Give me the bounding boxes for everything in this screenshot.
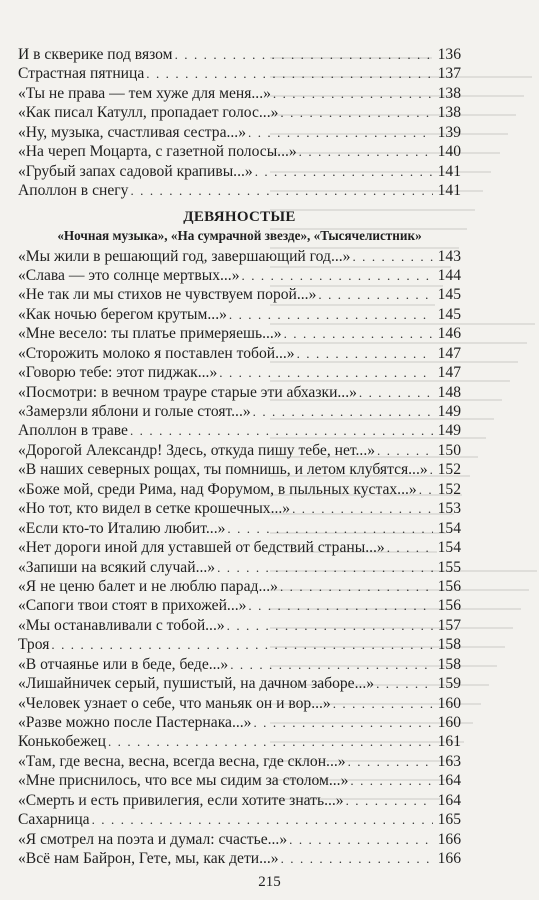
toc-entry [18,266,461,285]
page-number: 215 [258,874,281,890]
dot-leader [229,305,433,324]
section-heading: ДЕВЯНОСТЫЕ [183,208,296,225]
toc-entry-title: И в скверике под вязом [18,46,173,63]
dot-leader [289,830,433,849]
dot-leader [377,441,433,460]
toc-entry [18,616,461,635]
toc-entry [18,441,461,460]
toc-entry-title: «Если кто-то Италию любит...» [18,519,226,537]
toc-entry-title: «Как писал Катулл, пропадает голос...» [18,104,279,122]
toc-entry-page: 147 [437,364,461,382]
toc-entry [18,694,461,713]
toc-entry [18,142,461,161]
table-of-contents [18,45,461,869]
toc-entry-title: «Разве можно после Пастернака...» [18,714,252,731]
dot-leader [146,64,433,83]
toc-entry [18,103,461,122]
dot-leader [292,499,433,518]
toc-entry-page: 149 [437,403,461,420]
toc-entry [18,247,461,266]
toc-entry-title: «Грубый запах садовой крапивы...» [18,162,253,180]
toc-entry-title: «Мне весело: ты платье примеряешь...» [18,325,282,343]
dot-leader [253,402,433,421]
toc-entry-page: 159 [437,675,461,693]
dot-leader [51,635,433,654]
toc-entry [18,181,461,200]
toc-entry-title: «Человек узнает о себе, что маньяк он и вор...» [18,694,331,712]
toc-entry-title: «Всё нам Байрон, Гете, мы, как дети...» [18,850,279,868]
toc-entry-title: Сахарница [18,811,90,829]
dot-leader [217,558,433,577]
toc-entry-page: 152 [437,461,461,479]
toc-entry-page: 154 [437,539,461,557]
toc-entry [18,635,461,654]
dot-leader [280,577,433,596]
toc-entry-title: Троя [18,636,50,654]
toc-entry [18,830,461,849]
toc-entry [18,324,461,343]
toc-entry [18,123,461,142]
dot-leader [130,421,433,440]
toc-entry-title: Конькобежец [18,733,106,751]
toc-entry-title: «В отчаянье или в беде, беде...» [18,655,229,673]
dot-leader [175,45,433,64]
dot-leader [352,247,433,266]
toc-entry-page: 146 [437,325,461,343]
dot-leader [376,674,433,693]
toc-entry-title: «На череп Моцарта, с газетной полосы...» [18,143,297,161]
toc-entry-title: «Ты не права — тем хуже для меня...» [18,84,271,102]
dot-leader [299,142,433,161]
toc-entry [18,674,461,693]
toc-entry [18,64,461,83]
toc-entry-title: Аполлон в снегу [18,182,129,200]
section-subheading: «Ночная музыка», «На сумрачной звезде», «Тысячелистник» [57,227,422,243]
toc-entry [18,480,461,499]
dot-leader [419,480,433,499]
toc-entry-page: 149 [437,422,461,440]
toc-entry-title: «В наших северных рощах, ты помнишь, и летом клубятся...» [18,461,428,479]
toc-entry-page: 160 [437,694,461,712]
toc-entry-title: «Замерзли яблони и голые стоят...» [18,403,251,420]
toc-entry-title: «Мы жили в решающий год, завершающий год...» [18,247,351,265]
toc-entry-page: 140 [437,143,461,161]
toc-entry-page: 145 [437,305,461,323]
toc-entry-page: 141 [437,182,461,200]
toc-entry [18,655,461,674]
dot-leader [248,123,433,142]
dot-leader [387,538,433,557]
toc-entry-title: «Лишайничек серый, пушистый, на дачном заборе...» [18,675,375,693]
toc-entry-page: 152 [437,480,461,498]
toc-entry-page: 156 [437,577,461,595]
dot-leader [333,694,433,713]
toc-entry-page: 148 [437,383,461,401]
toc-entry-title: «Посмотри: в вечном трауре старые эти абхазки...» [18,383,357,401]
toc-entry-page: 166 [437,830,461,848]
toc-entry-page: 143 [437,247,461,265]
toc-entry [18,45,461,64]
toc-entry-title: «Боже мой, среди Рима, над Форумом, в пыльных кустах...» [18,480,417,498]
toc-entry-title: «Слава — это солнце мертвых...» [18,266,240,284]
toc-entry [18,538,461,557]
dot-leader [284,324,433,343]
toc-entry [18,558,461,577]
toc-entry-page: 154 [437,519,461,537]
dot-leader [281,849,433,868]
toc-entry-title: «Дорогой Александр! Здесь, откуда пишу тебе, нет...» [18,441,376,459]
toc-entry [18,810,461,829]
toc-entry-title: «Мы останавливали с тобой...» [18,616,225,634]
dot-leader [92,810,433,829]
toc-entry-title: «Ну, музыка, счастливая сестра...» [18,123,247,141]
toc-entry [18,460,461,479]
toc-entry [18,499,461,518]
dot-leader [230,655,433,674]
toc-entry-title: «Не так ли мы стихов не чувствуем порой...» [18,286,317,304]
toc-entry [18,162,461,181]
toc-entry [18,402,461,421]
toc-entry [18,383,461,402]
dot-leader [253,713,433,732]
toc-entry-page: 157 [437,616,461,634]
toc-entry [18,519,461,538]
toc-entry [18,421,461,440]
toc-entry-page: 139 [437,123,461,141]
toc-entry-page: 158 [437,636,461,654]
toc-entry [18,791,461,810]
toc-entry-page: 147 [437,344,461,362]
dot-leader [130,181,433,200]
toc-entry-page: 153 [437,500,461,518]
dot-leader [108,732,433,751]
toc-entry-page: 150 [437,441,461,459]
toc-entry-title: «Я смотрел на поэта и думал: счастье...» [18,830,288,848]
toc-entry-title: Страстная пятница [18,65,145,83]
dot-leader [219,363,433,382]
toc-entry-page: 165 [437,811,461,829]
toc-entry-title: Аполлон в траве [18,422,128,440]
toc-entry-page: 138 [437,104,461,122]
dot-leader [273,84,433,103]
toc-entry [18,849,461,868]
toc-entry-title: «Сторожить молоко я поставлен тобой...» [18,344,295,362]
toc-entry [18,577,461,596]
toc-entry-title: «Но тот, кто видел в сетке крошечных...» [18,500,291,518]
toc-entry [18,771,461,790]
dot-leader [227,616,433,635]
toc-entry [18,305,461,324]
toc-entry-title: «Я не ценю балет и не люблю парад...» [18,577,278,595]
toc-entry-title: «Смерть и есть привилегия, если хотите знать...» [18,791,344,809]
toc-entry-page: 136 [437,46,461,63]
dot-leader [280,103,433,122]
toc-entry [18,285,461,304]
toc-entry [18,713,461,732]
toc-entry-page: 138 [437,84,461,102]
dot-leader [255,162,433,181]
toc-entry-page: 164 [437,791,461,809]
toc-entry-page: 166 [437,850,461,868]
toc-entry-page: 145 [437,286,461,304]
toc-entry [18,732,461,751]
toc-entry [18,363,461,382]
toc-group-1 [18,45,461,201]
dot-leader [227,519,433,538]
toc-entry [18,596,461,615]
dot-leader [346,791,433,810]
dot-leader [242,266,434,285]
toc-entry-page: 155 [437,558,461,576]
toc-entry-title: «Нет дороги иной для уставшей от бедствий страны...» [18,539,385,557]
toc-entry-page: 161 [437,733,461,751]
toc-entry-page: 160 [437,714,461,731]
toc-entry-title: «Сапоги твои стоят в прихожей...» [18,597,247,615]
toc-entry-page: 137 [437,65,461,83]
dot-leader [348,752,433,771]
toc-group-2 [18,247,461,869]
toc-entry-title: «Мне приснилось, что все мы сидим за столом...» [18,772,349,790]
toc-entry-page: 144 [437,266,461,284]
toc-entry-page: 163 [437,752,461,770]
toc-entry-title: «Там, где весна, весна, всегда весна, где склон...» [18,752,346,770]
dot-leader [359,383,433,402]
toc-entry-page: 156 [437,597,461,615]
dot-leader [318,285,433,304]
toc-entry-title: «Говорю тебе: этот пиджак...» [18,364,218,382]
dot-leader [350,771,433,790]
toc-entry [18,344,461,363]
toc-entry [18,84,461,103]
toc-entry-page: 141 [437,162,461,180]
dot-leader [248,596,433,615]
toc-entry-page: 164 [437,772,461,790]
toc-entry-title: «Как ночью берегом крутым...» [18,305,227,323]
dot-leader [297,344,433,363]
toc-entry [18,752,461,771]
toc-entry-page: 158 [437,655,461,673]
toc-entry-title: «Запиши на всякий случай...» [18,558,216,576]
